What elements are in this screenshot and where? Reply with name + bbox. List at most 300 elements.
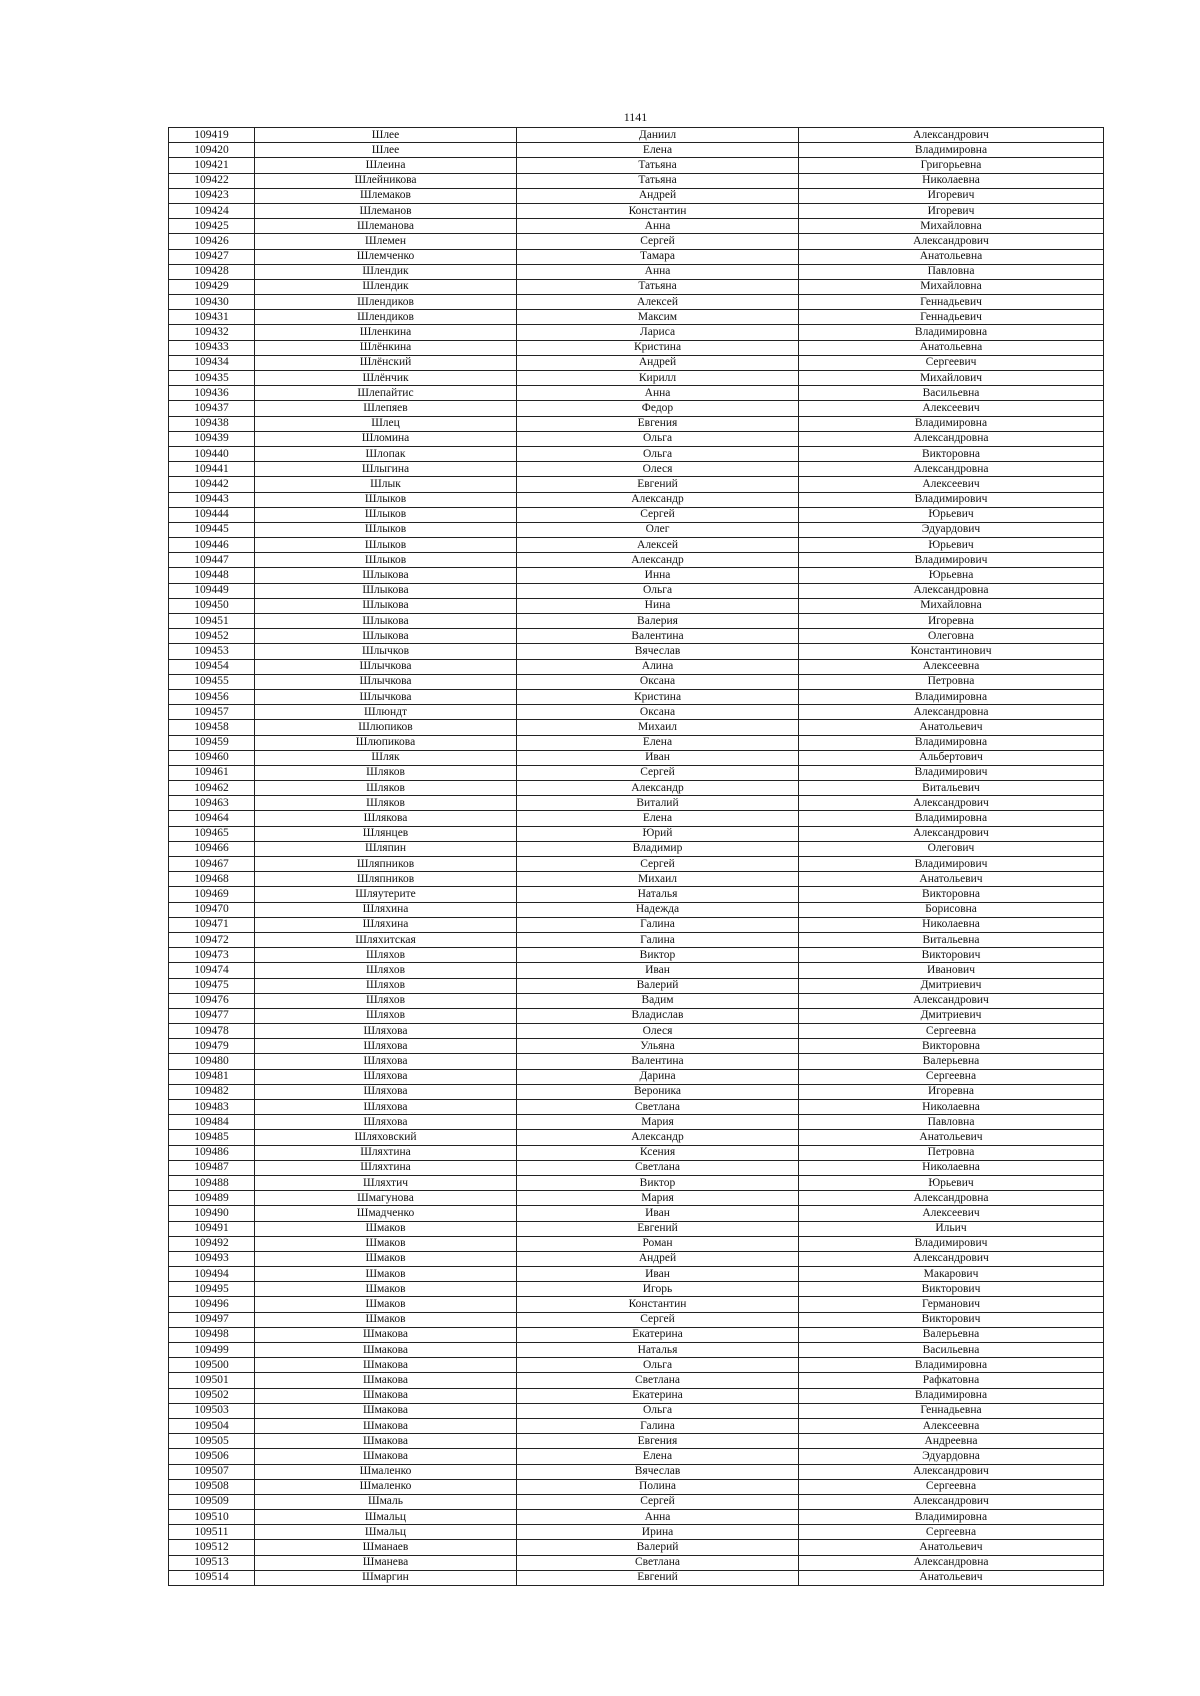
surname-cell: Шлеманов	[255, 203, 517, 218]
surname-cell: Шмаков	[255, 1236, 517, 1251]
patronymic-cell: Николаевна	[799, 917, 1104, 932]
table-row	[169, 279, 1104, 294]
given-name-cell: Сергей	[517, 507, 799, 522]
surname-cell: Шлее	[255, 143, 517, 158]
table-row	[169, 1494, 1104, 1509]
table-row	[169, 1449, 1104, 1464]
table-row	[169, 781, 1104, 796]
given-name-cell: Михаил	[517, 872, 799, 887]
record-number-cell: 109438	[169, 416, 255, 431]
given-name-cell: Александр	[517, 781, 799, 796]
surname-cell: Шляхова	[255, 1100, 517, 1115]
patronymic-cell: Павловна	[799, 264, 1104, 279]
record-number-cell: 109434	[169, 355, 255, 370]
surname-cell: Шляутерите	[255, 887, 517, 902]
table-row	[169, 750, 1104, 765]
given-name-cell: Светлана	[517, 1160, 799, 1175]
record-number-cell: 109510	[169, 1510, 255, 1525]
patronymic-cell: Дмитриевич	[799, 978, 1104, 993]
given-name-cell: Евгений	[517, 1221, 799, 1236]
given-name-cell: Светлана	[517, 1555, 799, 1570]
surname-cell: Шлеина	[255, 158, 517, 173]
record-number-cell: 109447	[169, 553, 255, 568]
patronymic-cell: Викторович	[799, 1312, 1104, 1327]
given-name-cell: Галина	[517, 932, 799, 947]
table-row	[169, 1343, 1104, 1358]
given-name-cell: Константин	[517, 1297, 799, 1312]
patronymic-cell: Геннадьевна	[799, 1403, 1104, 1418]
patronymic-cell: Владимировна	[799, 811, 1104, 826]
surname-cell: Шляпин	[255, 841, 517, 856]
patronymic-cell: Эдуардовна	[799, 1449, 1104, 1464]
record-number-cell: 109490	[169, 1206, 255, 1221]
patronymic-cell: Владимировна	[799, 1358, 1104, 1373]
record-number-cell: 109443	[169, 492, 255, 507]
table-row	[169, 355, 1104, 370]
surname-cell: Шлюндт	[255, 705, 517, 720]
record-number-cell: 109482	[169, 1084, 255, 1099]
given-name-cell: Татьяна	[517, 279, 799, 294]
patronymic-cell: Макарович	[799, 1267, 1104, 1282]
surname-cell: Шлендиков	[255, 295, 517, 310]
patronymic-cell: Сергеевна	[799, 1479, 1104, 1494]
surname-cell: Шлыков	[255, 492, 517, 507]
surname-cell: Шлец	[255, 416, 517, 431]
record-number-cell: 109495	[169, 1282, 255, 1297]
table-row	[169, 826, 1104, 841]
record-number-cell: 109480	[169, 1054, 255, 1069]
patronymic-cell: Юрьевич	[799, 507, 1104, 522]
record-number-cell: 109428	[169, 264, 255, 279]
patronymic-cell: Дмитриевич	[799, 1008, 1104, 1023]
table-row	[169, 796, 1104, 811]
given-name-cell: Екатерина	[517, 1327, 799, 1342]
surname-cell: Шляхова	[255, 1084, 517, 1099]
record-number-cell: 109433	[169, 340, 255, 355]
patronymic-cell: Викторовна	[799, 887, 1104, 902]
surname-cell: Шмакова	[255, 1418, 517, 1433]
given-name-cell: Наталья	[517, 1343, 799, 1358]
surname-cell: Шманева	[255, 1555, 517, 1570]
record-number-cell: 109463	[169, 796, 255, 811]
given-name-cell: Нина	[517, 598, 799, 613]
table-row	[169, 128, 1104, 143]
record-number-cell: 109436	[169, 386, 255, 401]
record-number-cell: 109426	[169, 234, 255, 249]
given-name-cell: Елена	[517, 1449, 799, 1464]
table-row	[169, 811, 1104, 826]
surname-cell: Шлюпикова	[255, 735, 517, 750]
given-name-cell: Ирина	[517, 1525, 799, 1540]
given-name-cell: Ольга	[517, 446, 799, 461]
given-name-cell: Дарина	[517, 1069, 799, 1084]
given-name-cell: Андрей	[517, 355, 799, 370]
record-number-cell: 109446	[169, 538, 255, 553]
table-row	[169, 841, 1104, 856]
surname-cell: Шлемен	[255, 234, 517, 249]
given-name-cell: Анна	[517, 264, 799, 279]
given-name-cell: Лариса	[517, 325, 799, 340]
table-row	[169, 1160, 1104, 1175]
patronymic-cell: Владимировна	[799, 416, 1104, 431]
given-name-cell: Оксана	[517, 705, 799, 720]
given-name-cell: Ольга	[517, 1403, 799, 1418]
table-row	[169, 386, 1104, 401]
given-name-cell: Вячеслав	[517, 644, 799, 659]
table-row	[169, 492, 1104, 507]
table-row	[169, 1479, 1104, 1494]
patronymic-cell: Анатольевич	[799, 1540, 1104, 1555]
table-row	[169, 1251, 1104, 1266]
table-row	[169, 1069, 1104, 1084]
table-row	[169, 1388, 1104, 1403]
record-number-cell: 109442	[169, 477, 255, 492]
surname-cell: Шлемаков	[255, 188, 517, 203]
record-number-cell: 109450	[169, 598, 255, 613]
patronymic-cell: Сергеевна	[799, 1069, 1104, 1084]
record-number-cell: 109431	[169, 310, 255, 325]
given-name-cell: Мария	[517, 1115, 799, 1130]
table-row	[169, 1510, 1104, 1525]
record-number-cell: 109469	[169, 887, 255, 902]
given-name-cell: Анна	[517, 1510, 799, 1525]
table-row	[169, 371, 1104, 386]
surname-cell: Шляхитская	[255, 932, 517, 947]
surname-cell: Шлендик	[255, 279, 517, 294]
surname-cell: Шмакова	[255, 1373, 517, 1388]
record-number-cell: 109512	[169, 1540, 255, 1555]
patronymic-cell: Александровна	[799, 583, 1104, 598]
surname-cell: Шмадченко	[255, 1206, 517, 1221]
surname-cell: Шляхов	[255, 993, 517, 1008]
table-row	[169, 173, 1104, 188]
surname-cell: Шляков	[255, 781, 517, 796]
record-number-cell: 109514	[169, 1570, 255, 1585]
surname-cell: Шляков	[255, 796, 517, 811]
surname-cell: Шмаков	[255, 1267, 517, 1282]
patronymic-cell: Григорьевна	[799, 158, 1104, 173]
patronymic-cell: Олегович	[799, 841, 1104, 856]
patronymic-cell: Анатольевич	[799, 872, 1104, 887]
surname-cell: Шмакова	[255, 1343, 517, 1358]
patronymic-cell: Михайлович	[799, 371, 1104, 386]
table-row	[169, 1297, 1104, 1312]
surname-cell: Шлык	[255, 477, 517, 492]
surname-cell: Шляхтина	[255, 1145, 517, 1160]
given-name-cell: Полина	[517, 1479, 799, 1494]
record-number-cell: 109456	[169, 689, 255, 704]
table-row	[169, 1175, 1104, 1190]
table-row	[169, 659, 1104, 674]
record-number-cell: 109501	[169, 1373, 255, 1388]
patronymic-cell: Иванович	[799, 963, 1104, 978]
given-name-cell: Федор	[517, 401, 799, 416]
given-name-cell: Андрей	[517, 1251, 799, 1266]
patronymic-cell: Александрович	[799, 1464, 1104, 1479]
given-name-cell: Александр	[517, 492, 799, 507]
table-row	[169, 765, 1104, 780]
surname-cell: Шмакова	[255, 1434, 517, 1449]
patronymic-cell: Владимирович	[799, 492, 1104, 507]
patronymic-cell: Михайловна	[799, 279, 1104, 294]
given-name-cell: Ольга	[517, 583, 799, 598]
given-name-cell: Евгений	[517, 477, 799, 492]
surname-cell: Шлычкова	[255, 674, 517, 689]
patronymic-cell: Алексеевна	[799, 659, 1104, 674]
patronymic-cell: Александровна	[799, 462, 1104, 477]
table-row	[169, 1434, 1104, 1449]
given-name-cell: Иван	[517, 1206, 799, 1221]
patronymic-cell: Николаевна	[799, 1100, 1104, 1115]
surname-cell: Шлендик	[255, 264, 517, 279]
patronymic-cell: Алексеевна	[799, 1418, 1104, 1433]
table-row	[169, 1100, 1104, 1115]
record-number-cell: 109500	[169, 1358, 255, 1373]
table-row	[169, 553, 1104, 568]
patronymic-cell: Викторовна	[799, 446, 1104, 461]
surname-cell: Шлыгина	[255, 462, 517, 477]
surname-cell: Шляховский	[255, 1130, 517, 1145]
patronymic-cell: Анатольевич	[799, 1130, 1104, 1145]
patronymic-cell: Михайловна	[799, 598, 1104, 613]
record-number-cell: 109476	[169, 993, 255, 1008]
given-name-cell: Инна	[517, 568, 799, 583]
given-name-cell: Светлана	[517, 1373, 799, 1388]
record-number-cell: 109493	[169, 1251, 255, 1266]
surname-cell: Шлюпиков	[255, 720, 517, 735]
table-row	[169, 249, 1104, 264]
patronymic-cell: Витальевич	[799, 781, 1104, 796]
surname-cell: Шлыкова	[255, 614, 517, 629]
record-number-cell: 109494	[169, 1267, 255, 1282]
record-number-cell: 109474	[169, 963, 255, 978]
record-number-cell: 109465	[169, 826, 255, 841]
patronymic-cell: Витальевна	[799, 932, 1104, 947]
record-number-cell: 109507	[169, 1464, 255, 1479]
record-number-cell: 109421	[169, 158, 255, 173]
table-row	[169, 340, 1104, 355]
table-row	[169, 644, 1104, 659]
surname-cell: Шлее	[255, 128, 517, 143]
given-name-cell: Михаил	[517, 720, 799, 735]
table-row	[169, 735, 1104, 750]
record-number-cell: 109462	[169, 781, 255, 796]
record-number-cell: 109459	[169, 735, 255, 750]
given-name-cell: Валентина	[517, 629, 799, 644]
patronymic-cell: Владимировна	[799, 735, 1104, 750]
table-row	[169, 1024, 1104, 1039]
surname-cell: Шлыков	[255, 522, 517, 537]
record-number-cell: 109473	[169, 948, 255, 963]
table-row	[169, 963, 1104, 978]
patronymic-cell: Васильевна	[799, 386, 1104, 401]
page-number: 1141	[623, 110, 648, 124]
patronymic-cell: Александрович	[799, 128, 1104, 143]
surname-cell: Шмальц	[255, 1510, 517, 1525]
patronymic-cell: Игоревна	[799, 614, 1104, 629]
given-name-cell: Екатерина	[517, 1388, 799, 1403]
patronymic-cell: Александрович	[799, 234, 1104, 249]
given-name-cell: Валентина	[517, 1054, 799, 1069]
given-name-cell: Валерий	[517, 978, 799, 993]
table-row	[169, 310, 1104, 325]
table-row	[169, 1327, 1104, 1342]
record-number-cell: 109509	[169, 1494, 255, 1509]
patronymic-cell: Игоревна	[799, 1084, 1104, 1099]
patronymic-cell: Петровна	[799, 1145, 1104, 1160]
patronymic-cell: Анатольевна	[799, 340, 1104, 355]
given-name-cell: Татьяна	[517, 173, 799, 188]
patronymic-cell: Ильич	[799, 1221, 1104, 1236]
record-number-cell: 109435	[169, 371, 255, 386]
record-number-cell: 109477	[169, 1008, 255, 1023]
record-number-cell: 109454	[169, 659, 255, 674]
given-name-cell: Валерий	[517, 1540, 799, 1555]
surname-cell: Шляк	[255, 750, 517, 765]
record-number-cell: 109475	[169, 978, 255, 993]
table-row	[169, 1373, 1104, 1388]
patronymic-cell: Сергеевна	[799, 1525, 1104, 1540]
record-number-cell: 109445	[169, 522, 255, 537]
patronymic-cell: Алексеевич	[799, 477, 1104, 492]
given-name-cell: Алина	[517, 659, 799, 674]
surname-cell: Шлепайтис	[255, 386, 517, 401]
table-row	[169, 917, 1104, 932]
record-number-cell: 109449	[169, 583, 255, 598]
record-number-cell: 109461	[169, 765, 255, 780]
patronymic-cell: Михайловна	[799, 219, 1104, 234]
given-name-cell: Сергей	[517, 1494, 799, 1509]
record-number-cell: 109419	[169, 128, 255, 143]
surname-cell: Шлянцев	[255, 826, 517, 841]
given-name-cell: Татьяна	[517, 158, 799, 173]
record-number-cell: 109458	[169, 720, 255, 735]
table-row	[169, 887, 1104, 902]
given-name-cell: Олеся	[517, 462, 799, 477]
record-number-cell: 109489	[169, 1191, 255, 1206]
patronymic-cell: Викторовна	[799, 1039, 1104, 1054]
given-name-cell: Андрей	[517, 188, 799, 203]
surname-cell: Шмаков	[255, 1297, 517, 1312]
patronymic-cell: Петровна	[799, 674, 1104, 689]
surname-cell: Шлычкова	[255, 659, 517, 674]
surname-cell: Шмаргин	[255, 1570, 517, 1585]
table-row	[169, 1403, 1104, 1418]
record-number-cell: 109460	[169, 750, 255, 765]
given-name-cell: Игорь	[517, 1282, 799, 1297]
surname-cell: Шлеманова	[255, 219, 517, 234]
record-number-cell: 109425	[169, 219, 255, 234]
surname-cell: Шлопак	[255, 446, 517, 461]
surname-cell: Шляхова	[255, 1024, 517, 1039]
patronymic-cell: Владимировна	[799, 1510, 1104, 1525]
table-row	[169, 264, 1104, 279]
patronymic-cell: Владимирович	[799, 765, 1104, 780]
given-name-cell: Сергей	[517, 234, 799, 249]
record-number-cell: 109513	[169, 1555, 255, 1570]
table-row	[169, 462, 1104, 477]
table-row	[169, 1525, 1104, 1540]
surname-cell: Шляхов	[255, 1008, 517, 1023]
surname-cell: Шлыков	[255, 553, 517, 568]
table-row	[169, 948, 1104, 963]
given-name-cell: Иван	[517, 1267, 799, 1282]
surname-cell: Шмакова	[255, 1449, 517, 1464]
given-name-cell: Виктор	[517, 948, 799, 963]
given-name-cell: Виктор	[517, 1175, 799, 1190]
given-name-cell: Мария	[517, 1191, 799, 1206]
record-number-cell: 109466	[169, 841, 255, 856]
table-row	[169, 993, 1104, 1008]
patronymic-cell: Владимирович	[799, 857, 1104, 872]
patronymic-cell: Александрович	[799, 1251, 1104, 1266]
table-row	[169, 629, 1104, 644]
surname-cell: Шленкина	[255, 325, 517, 340]
surname-cell: Шмаленко	[255, 1464, 517, 1479]
patronymic-cell: Николаевна	[799, 173, 1104, 188]
surname-cell: Шлыкова	[255, 598, 517, 613]
patronymic-cell: Юрьевна	[799, 568, 1104, 583]
record-number-cell: 109451	[169, 614, 255, 629]
surname-cell: Шлякова	[255, 811, 517, 826]
surname-cell: Шлендиков	[255, 310, 517, 325]
table-row	[169, 1206, 1104, 1221]
patronymic-cell: Константинович	[799, 644, 1104, 659]
table-row	[169, 203, 1104, 218]
table-row	[169, 902, 1104, 917]
roster-body	[169, 128, 1104, 1586]
table-row	[169, 477, 1104, 492]
patronymic-cell: Васильевна	[799, 1343, 1104, 1358]
record-number-cell: 109499	[169, 1343, 255, 1358]
table-row	[169, 1221, 1104, 1236]
record-number-cell: 109481	[169, 1069, 255, 1084]
record-number-cell: 109486	[169, 1145, 255, 1160]
table-row	[169, 1145, 1104, 1160]
record-number-cell: 109430	[169, 295, 255, 310]
patronymic-cell: Алексеевич	[799, 1206, 1104, 1221]
table-row	[169, 234, 1104, 249]
given-name-cell: Максим	[517, 310, 799, 325]
patronymic-cell: Борисовна	[799, 902, 1104, 917]
table-row	[169, 1008, 1104, 1023]
surname-cell: Шломина	[255, 431, 517, 446]
table-row	[169, 325, 1104, 340]
surname-cell: Шлепяев	[255, 401, 517, 416]
surname-cell: Шлычкова	[255, 689, 517, 704]
surname-cell: Шляхина	[255, 917, 517, 932]
patronymic-cell: Альбертович	[799, 750, 1104, 765]
surname-cell: Шмаков	[255, 1251, 517, 1266]
given-name-cell: Иван	[517, 750, 799, 765]
table-row	[169, 1191, 1104, 1206]
record-number-cell: 109420	[169, 143, 255, 158]
given-name-cell: Сергей	[517, 857, 799, 872]
surname-cell: Шлейникова	[255, 173, 517, 188]
given-name-cell: Иван	[517, 963, 799, 978]
record-number-cell: 109467	[169, 857, 255, 872]
given-name-cell: Даниил	[517, 128, 799, 143]
record-number-cell: 109511	[169, 1525, 255, 1540]
surname-cell: Шмальц	[255, 1525, 517, 1540]
table-row	[169, 857, 1104, 872]
patronymic-cell: Олеговна	[799, 629, 1104, 644]
given-name-cell: Вадим	[517, 993, 799, 1008]
surname-cell: Шмаль	[255, 1494, 517, 1509]
table-row	[169, 416, 1104, 431]
record-number-cell: 109448	[169, 568, 255, 583]
table-row	[169, 446, 1104, 461]
